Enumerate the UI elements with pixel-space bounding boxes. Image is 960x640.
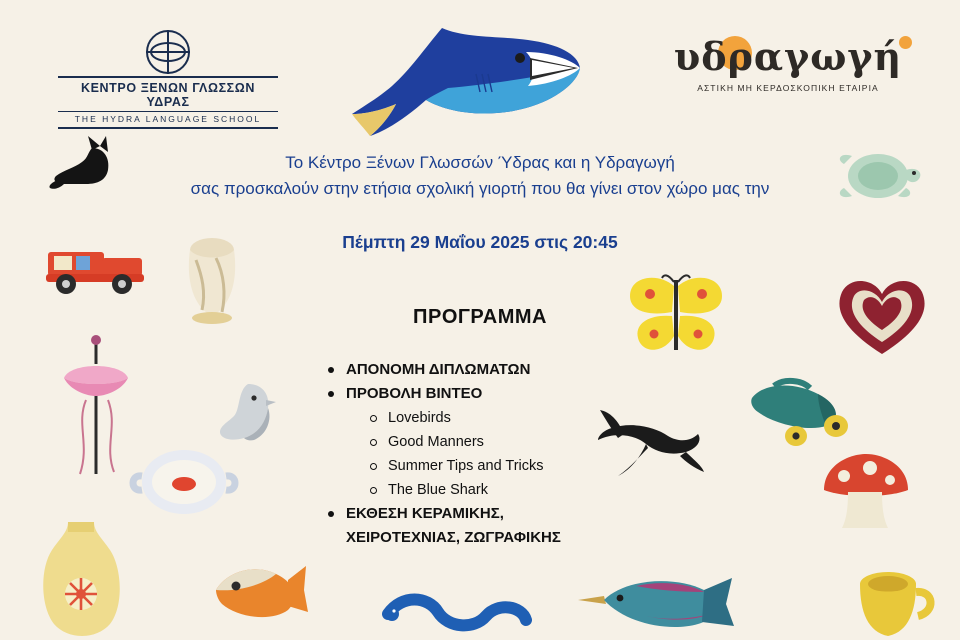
circle-bullet-icon — [370, 439, 377, 446]
video-title: Lovebirds — [388, 410, 451, 426]
school-name-greek: ΚΕΝΤΡΟ ΞΕΝΩΝ ΓΛΩΣΣΩΝ ΥΔΡΑΣ — [58, 76, 278, 109]
list-item — [362, 406, 750, 430]
jellyfish-craft — [56, 334, 136, 484]
ydragogi-wordmark: υδραγωγή — [673, 34, 903, 79]
invitation-text — [130, 150, 830, 202]
yellow-vase-craft — [34, 518, 128, 640]
ydragogi-logo — [668, 34, 908, 93]
list-item — [320, 358, 750, 382]
globe-icon — [146, 30, 190, 74]
red-truck-craft — [44, 238, 148, 300]
painted-fish-craft — [576, 566, 736, 636]
bullet-icon — [328, 511, 334, 517]
program-title: ΠΡΟΓΡΑΜΜΑ — [413, 306, 547, 328]
blue-shark-craft — [330, 18, 590, 138]
ydragogi-wordmark-wrapper — [674, 34, 902, 79]
list-item — [362, 430, 750, 454]
list-item — [362, 454, 750, 478]
video-sublist — [362, 406, 750, 502]
event-date: Πέμπτη 29 Μαΐου 2025 στις 20:45 — [342, 232, 618, 252]
video-title: Good Manners — [388, 434, 484, 450]
invitation-line-1: Το Κέντρο Ξένων Γλωσσών Ύδρας και η Υδραγωγή — [285, 153, 675, 172]
red-mushroom-craft — [818, 452, 914, 532]
list-item — [362, 478, 750, 502]
green-skateboard-craft — [744, 376, 854, 452]
video-title: Summer Tips and Tricks — [388, 458, 544, 474]
ydragogi-tagline: ΑΣΤΙΚΗ ΜΗ ΚΕΡΔΟΣΚΟΠΙΚΗ ΕΤΑΙΡΙΑ — [697, 83, 879, 93]
bullet-icon — [328, 391, 334, 397]
list-item — [320, 382, 750, 502]
black-cat-craft — [48, 130, 114, 192]
list-item — [320, 502, 750, 550]
blue-snake-craft — [382, 586, 532, 638]
green-turtle-craft — [828, 140, 928, 212]
circle-bullet-icon — [370, 415, 377, 422]
hydra-language-school-logo — [58, 30, 278, 129]
orange-fish-craft — [210, 556, 310, 624]
bullet-icon — [328, 367, 334, 373]
circle-bullet-icon — [370, 487, 377, 494]
circle-bullet-icon — [370, 463, 377, 470]
invitation-line-2: σας προσκαλούν στην ετήσια σχολική γιορτή που θα γίνει στον χώρο μας την — [190, 179, 770, 198]
program-list — [320, 358, 750, 550]
ceramic-pot-craft — [128, 440, 240, 520]
program-item-label: ΠΡΟΒΟΛΗ ΒΙΝΤΕΟ — [346, 385, 483, 402]
video-title: The Blue Shark — [388, 482, 488, 498]
program-item-label: ΕΚΘΕΣΗ ΚΕΡΑΜΙΚΗΣ, — [346, 505, 504, 522]
school-name-english: THE HYDRA LANGUAGE SCHOOL — [58, 111, 278, 129]
program-item-label-continued: ΧΕΙΡΟΤΕΧΝΙΑΣ, ΖΩΓΡΑΦΙΚΗΣ — [346, 529, 561, 546]
program-item-label: ΑΠΟΝΟΜΗ ΔΙΠΛΩΜΑΤΩΝ — [346, 361, 531, 378]
yellow-cup-craft — [848, 562, 938, 640]
red-heart-bowl-craft — [830, 272, 936, 358]
